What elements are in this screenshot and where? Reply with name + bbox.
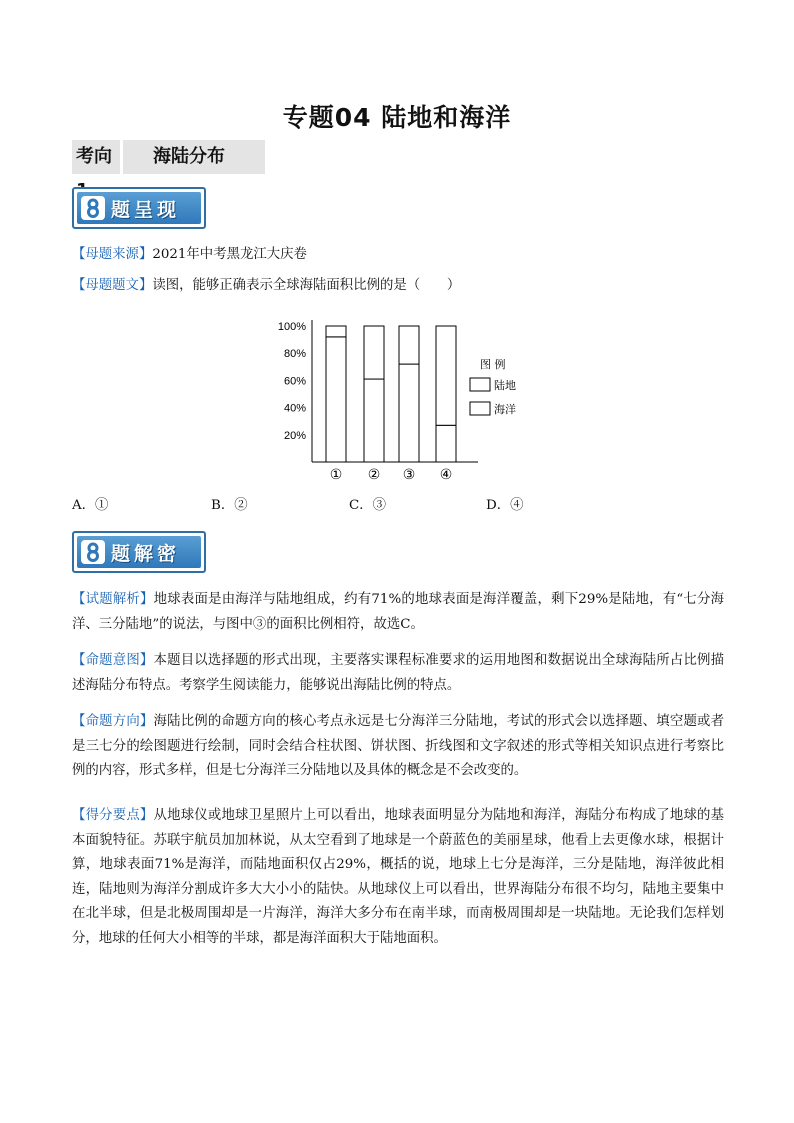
legend-label: 陆地	[494, 379, 516, 392]
section-banner-present	[72, 187, 206, 229]
y-tick-label: 40%	[283, 402, 306, 415]
analysis-paragraph	[72, 588, 724, 637]
topic-label: 考向	[72, 140, 120, 174]
keypoints-tag: 【得分要点】	[72, 808, 154, 823]
keypoints-paragraph	[72, 804, 724, 952]
legend-label: 海洋	[494, 403, 516, 416]
source-line	[72, 243, 724, 268]
y-tick-label: 100%	[277, 321, 306, 333]
number-badge-icon	[81, 540, 105, 564]
bar-land	[326, 326, 346, 337]
option-a[interactable]: A．①	[72, 498, 109, 513]
question-line	[72, 274, 724, 299]
direction-tag: 【命题方向】	[72, 714, 154, 729]
banner-analysis-text: 题解密	[111, 542, 181, 565]
legend-title: 图 例	[480, 358, 506, 371]
page-title: 专题04 陆地和海洋	[282, 103, 512, 132]
legend-swatch	[470, 402, 490, 415]
topic-bar	[72, 140, 265, 174]
source-text: 2021年中考黑龙江大庆卷	[152, 247, 307, 262]
bar-ocean	[436, 425, 456, 462]
question-tag: 【母题题文】	[72, 278, 153, 293]
x-tick-label: ③	[402, 467, 416, 483]
y-tick-label: 80%	[283, 348, 306, 361]
bar-land	[399, 326, 419, 364]
bar-ocean	[326, 337, 346, 462]
y-tick-label: 60%	[283, 375, 306, 388]
section-banner-analysis	[72, 531, 206, 573]
land-ocean-chart	[268, 310, 538, 488]
intent-text: 本题目以选择题的形式出现，主要落实课程标准要求的运用地图和数据说出全球海陆所占比例描述海陆分布特点。考察学生阅读能力，能够说出海陆比例的特点。	[72, 653, 725, 693]
banner-present-text: 题呈现	[111, 198, 181, 221]
intent-tag: 【命题意图】	[72, 653, 154, 668]
question-text: 读图，能够正确表示全球海陆面积比例的是（ ）	[152, 278, 461, 293]
chart-svg	[268, 310, 538, 488]
bar-land	[436, 326, 456, 425]
option-b[interactable]: B．②	[211, 498, 248, 513]
y-tick-label: 20%	[283, 429, 306, 442]
analysis-text: 地球表面是由海洋与陆地组成，约有71%的地球表面是海洋覆盖，剩下29%是陆地，有“七分海洋、三分陆地”的说法，与图中③的面积比例相符，故选C。	[72, 592, 724, 632]
topic-name: 海陆分布	[123, 140, 265, 174]
x-tick-label: ④	[439, 467, 453, 483]
direction-paragraph	[72, 710, 724, 784]
bar-land	[364, 326, 384, 379]
keypoints-text: 从地球仪或地球卫星照片上可以看出，地球表面明显分为陆地和海洋，海陆分布构成了地球的基本面貌特征。苏联宇航员加加林说，从太空看到了地球是一个蔚蓝色的美丽星球，他看上去更像水球，根据计算，地球表面71%是海洋，而陆地面积仅占29%，概括的说，地球上七分是海洋，三分是陆地，海洋彼此相连，陆地则为海洋分割成许多大大小小的陆快。从地球仪上可以看出，世界海陆分布很不均匀，陆地主要集中在北半球，但是北极周围却是一片海洋，海洋大多分布在南半球，而南极周围却是一块陆地。无论我们怎样划分，地球的任何大小相等的半球，都是海洋面积大于陆地面积。	[72, 808, 725, 946]
option-d[interactable]: D．④	[486, 498, 524, 513]
x-tick-label: ①	[329, 467, 343, 483]
option-c[interactable]: C．③	[349, 498, 387, 513]
legend-swatch	[470, 378, 490, 391]
source-tag: 【母题来源】	[72, 247, 153, 262]
direction-text: 海陆比例的命题方向的核心考点永远是七分海洋三分陆地，考试的形式会以选择题、填空题或者是三七分的绘图题进行绘制，同时会结合柱状图、饼状图、折线图和文字叙述的形式等相关知识点进行考察比例的内容，形式多样，但是七分海洋三分陆地以及具体的概念是不会改变的。	[72, 714, 725, 779]
intent-paragraph	[72, 649, 724, 698]
number-badge-icon	[81, 196, 105, 220]
bar-ocean	[364, 379, 384, 462]
x-tick-label: ②	[367, 467, 381, 483]
analysis-tag: 【试题解析】	[72, 592, 154, 607]
bar-ocean	[399, 364, 419, 462]
answer-options	[72, 494, 672, 516]
